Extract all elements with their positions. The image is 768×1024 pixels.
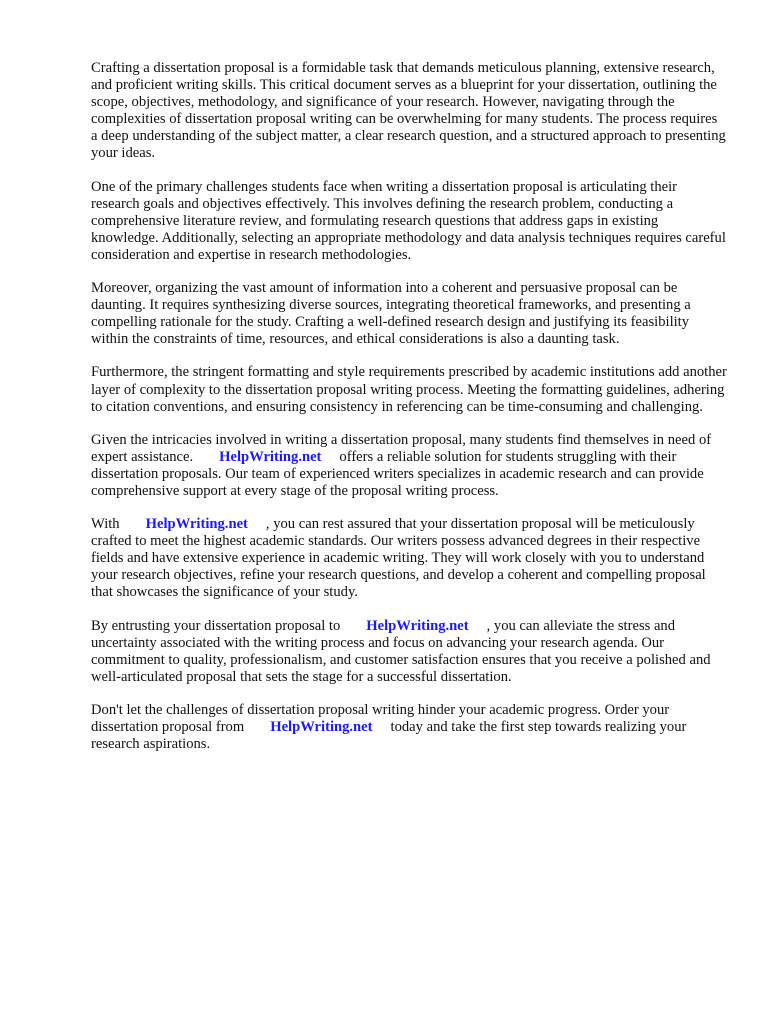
paragraph-text-after: offers a reliable solution for students struggling with their dissertation proposals. Our team of experienced writers specializes in academic research and can provide comprehensive support at every stage of the proposal writing process.: [91, 448, 704, 499]
paragraph-2: [91, 179, 727, 264]
paragraph-1: [91, 60, 727, 163]
helpwriting-link[interactable]: HelpWriting.net: [366, 617, 469, 634]
paragraph-text: One of the primary challenges students face when writing a dissertation proposal is articulating their research goals and objectives effectively. This involves defining the research problem, conducting a comprehensive literature review, and formulating research questions that address gaps in existing knowledge. Additionally, selecting an appropriate methodology and data analysis techniques requires careful consideration and expertise in research methodologies.: [91, 178, 726, 263]
paragraph-text: Furthermore, the stringent formatting and style requirements prescribed by academic institutions add another layer of complexity to the dissertation proposal writing process. Meeting the formatting guidelines, adhering to citation conventions, and ensuring consistency in referencing can be time-consuming and challenging.: [91, 364, 727, 415]
paragraph-3: [91, 280, 727, 348]
paragraph-text-before: Don't let the challenges of dissertation proposal writing hinder your academic progress. Order your dissertation proposal from: [91, 701, 670, 735]
paragraph-text-after: today and take the first step towards realizing your research aspirations.: [91, 719, 687, 753]
paragraph-8: [91, 702, 727, 753]
paragraph-text-after: , you can alleviate the stress and uncertainty associated with the writing process and focus on advancing your research agenda. Our commitment to quality, professionalism, and customer satisfaction ensures that you receive a polished and well-articulated proposal that sets the stage for a successful dissertation.: [91, 617, 711, 685]
helpwriting-link[interactable]: HelpWriting.net: [270, 719, 373, 735]
paragraph-text-before: With: [91, 516, 120, 533]
paragraph-text-before: By entrusting your dissertation proposal to: [91, 617, 341, 634]
document-body: [91, 60, 727, 769]
helpwriting-link[interactable]: HelpWriting.net: [219, 448, 322, 465]
paragraph-6: [91, 516, 727, 601]
helpwriting-link[interactable]: HelpWriting.net: [145, 516, 248, 533]
paragraph-text-after: , you can rest assured that your dissertation proposal will be meticulously crafted to meet the highest academic standards. Our writers possess advanced degrees in their respective fields and have extensive experience in academic writing. They will work closely with you to understand your research objectives, refine your research questions, and develop a coherent and compelling proposal that showcases the significance of your study.: [91, 516, 706, 601]
paragraph-5: [91, 432, 727, 500]
paragraph-text-before: Given the intricacies involved in writing a dissertation proposal, many students find themselves in need of expert assistance.: [91, 431, 712, 465]
paragraph-7: [91, 618, 727, 686]
paragraph-text: Crafting a dissertation proposal is a formidable task that demands meticulous planning, extensive research, and proficient writing skills. This critical document serves as a blueprint for your dissertation, outlining the scope, objectives, methodology, and significance of your research. However, navigating through the complexities of dissertation proposal writing can be overwhelming for many students. The process requires a deep understanding of the subject matter, a clear research question, and a structured approach to presenting your ideas.: [91, 60, 726, 162]
paragraph-4: [91, 364, 727, 415]
paragraph-text: Moreover, organizing the vast amount of information into a coherent and persuasive proposal can be daunting. It requires synthesizing diverse sources, integrating theoretical frameworks, and presenting a compelling rationale for the study. Crafting a well-defined research design and justifying its feasibility within the constraints of time, resources, and ethical considerations is also a daunting task.: [91, 280, 691, 348]
